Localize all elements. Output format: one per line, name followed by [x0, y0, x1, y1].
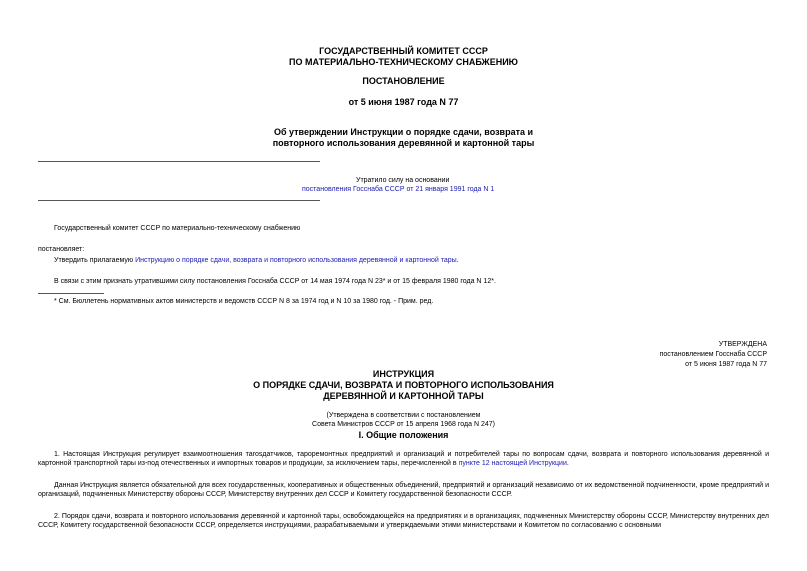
- instruction-note-2: Совета Министров СССР от 15 апреля 1968 года N 247): [312, 421, 495, 428]
- approval-line-1: УТВЕРЖДЕНА: [718, 341, 767, 348]
- approve-text: Утвердить прилагаемую: [54, 257, 136, 264]
- divider-top: [38, 161, 320, 162]
- paragraph-1-end: .: [566, 460, 569, 467]
- instruction-title-3: ДЕРЕВЯННОЙ И КАРТОННОЙ ТАРЫ: [323, 391, 484, 401]
- issuer-line-1: ГОСУДАРСТВЕННЫЙ КОМИТЕТ СССР: [319, 46, 488, 56]
- repeal-link[interactable]: постановления Госснаба СССР от 21 января 1991 года N 1: [302, 186, 495, 193]
- approval-line-3: от 5 июня 1987 года N 77: [685, 361, 767, 368]
- section-heading: I. Общие положения: [358, 430, 449, 440]
- preamble-invalidate: В связи с этим признать утратившими силу постановления Госснаба СССР от 14 мая 1974 года N 23* и от 15 февраля 1980 года N 12*.: [54, 278, 496, 285]
- footnote-divider: [38, 293, 104, 294]
- preamble-approve: [54, 256, 459, 265]
- instruction-title-2: О ПОРЯДКЕ СДАЧИ, ВОЗВРАТА И ПОВТОРНОГО ИСПОЛЬЗОВАНИЯ: [253, 380, 554, 390]
- preamble-committee: Государственный комитет СССР по материально-техническому снабжению: [54, 225, 301, 232]
- approval-line-2: постановлением Госснаба СССР: [659, 351, 767, 358]
- document-type: ПОСТАНОВЛЕНИЕ: [362, 76, 445, 86]
- instruction-link[interactable]: Инструкцию о порядке сдачи, возврата и повторного использования деревянной и картонной тары: [135, 257, 457, 264]
- document-date: от 5 июня 1987 года N 77: [348, 97, 459, 107]
- divider-bottom: [38, 200, 320, 201]
- paragraph-2: Данная Инструкция является обязательной для всех государственных, кооперативных и общественных объединений, предприятий и организаций независимо от их ведомственной подчиненности, кроме предприятий и организаций, подчиненных Министерству обороны СССР, Министерству внутренних дел СССР и Комитету государственной безопасности СССР.: [38, 482, 769, 498]
- preamble-resolves: постановляет:: [38, 246, 85, 253]
- paragraph-3: 2. Порядок сдачи, возврата и повторного использования деревянной и картонной тары, освобождающейся на предприятиях и в организациях, подчиненных Министерству обороны СССР, Министерству внутренних дел СССР, Комитету государственной безопасности СССР, определяется инструкциями, разрабатываемыми и утверждаемыми этими министерствами и Комитетом по согласованию с основными: [38, 513, 769, 529]
- issuer-line-2: ПО МАТЕРИАЛЬНО-ТЕХНИЧЕСКОМУ СНАБЖЕНИЮ: [289, 57, 518, 67]
- document-title-line-2: повторного использования деревянной и картонной тары: [272, 138, 535, 148]
- approve-end: .: [456, 257, 459, 264]
- instruction-title-1: ИНСТРУКЦИЯ: [372, 369, 435, 379]
- paragraph-1: [38, 450, 769, 468]
- repeal-text: Утратило силу на основании: [356, 177, 450, 184]
- paragraph-1-text: 1. Настоящая Инструкция регулирует взаимоотношения тarosдатчиков, тароремонтных предприятий и организаций и потребителей тары по вопросам сдачи, возврата и повторного использования деревянной и картонной транспортной тары из-под отечественных и импортных товаров и продукции, за исключением тары, перечисленной в: [38, 451, 769, 467]
- instruction-note-1: (Утверждена в соответствии с постановлением: [326, 412, 481, 419]
- document-title-line-1: Об утверждении Инструкции о порядке сдачи, возврата и: [273, 127, 534, 137]
- footnote: * См. Бюллетень нормативных актов министерств и ведомств СССР N 8 за 1974 год и N 10 за 1980 год. - Прим. ред.: [54, 298, 434, 305]
- clause-12-link[interactable]: пункте 12 настоящей Инструкции: [458, 460, 567, 467]
